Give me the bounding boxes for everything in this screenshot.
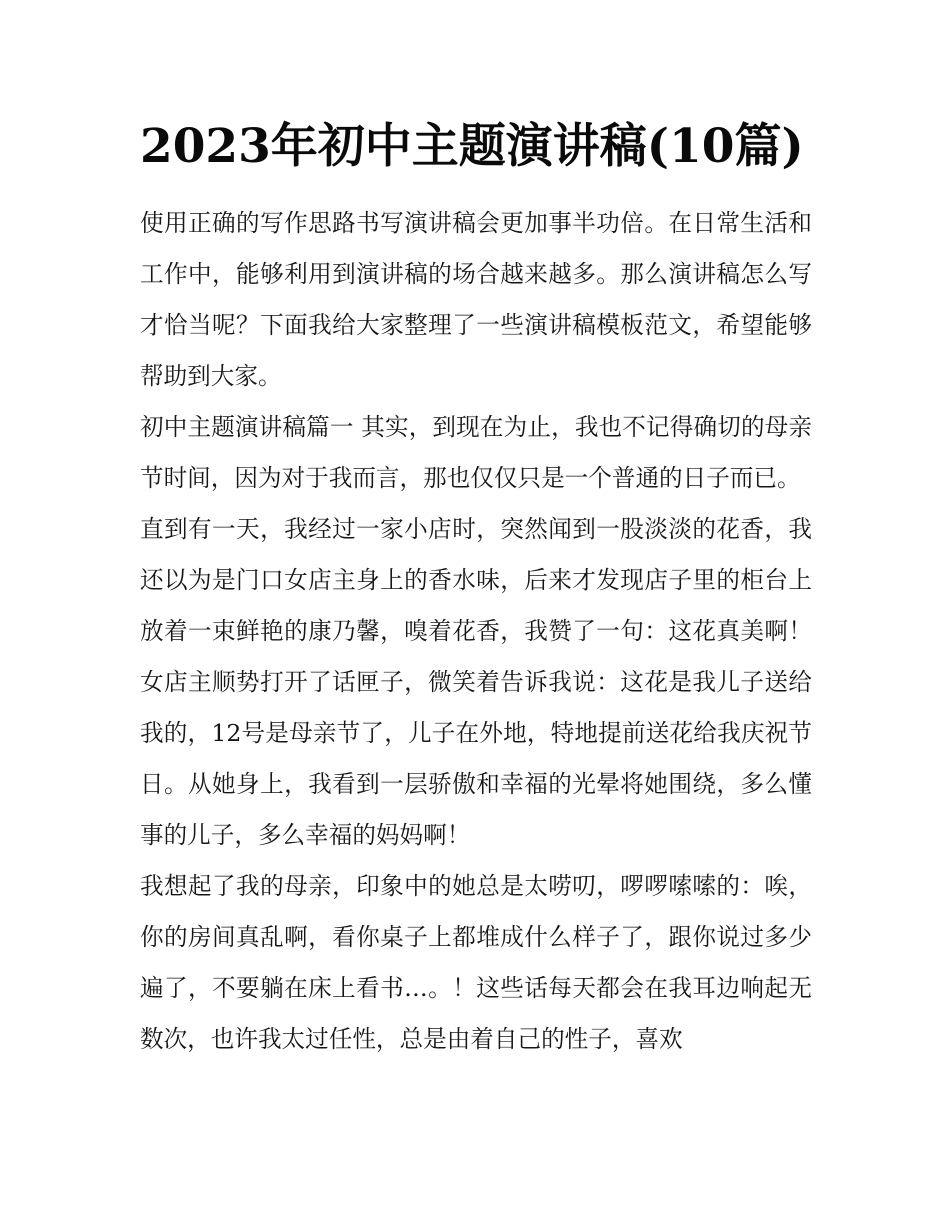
document-body [140, 198, 812, 1065]
paragraph-speech-one-opening: 初中主题演讲稿篇一 其实，到现在为止，我也不记得确切的母亲节时间，因为对于我而言，那也仅仅只是一个普通的日子而已。 [140, 413, 812, 492]
document-page [140, 112, 812, 1065]
document-title: 2023年初中主题演讲稿(10篇) [140, 119, 804, 174]
paragraph-my-mother: 我想起了我的母亲，印象中的她总是太唠叨，啰啰嗦嗦的：唉，你的房间真乱啊，看你桌子上都堆成什么样子了，跟你说过多少遍了，不要躺在床上看书…。！这些话每天都会在我耳边响起无数次，也许我太过任性，总是由着自己的性子，喜欢 [140, 872, 812, 1053]
paragraph-intro: 使用正确的写作思路书写演讲稿会更加事半功倍。在日常生活和工作中，能够利用到演讲稿的场合越来越多。那么演讲稿怎么写才恰当呢？下面我给大家整理了一些演讲稿模板范文，希望能够帮助到大家。 [140, 209, 812, 390]
paragraph-flower-shop: 直到有一天，我经过一家小店时，突然闻到一股淡淡的花香，我还以为是门口女店主身上的香水味，后来才发现店子里的柜台上放着一束鲜艳的康乃馨，嗅着花香，我赞了一句：这花真美啊！女店主顺势打开了话匣子，微笑着告诉我说：这花是我儿子送给我的，12号是母亲节了，儿子在外地，特地提前送花给我庆祝节日。从她身上，我看到一层骄傲和幸福的光晕将她围绕，多么懂事的儿子，多么幸福的妈妈啊！ [140, 515, 812, 849]
